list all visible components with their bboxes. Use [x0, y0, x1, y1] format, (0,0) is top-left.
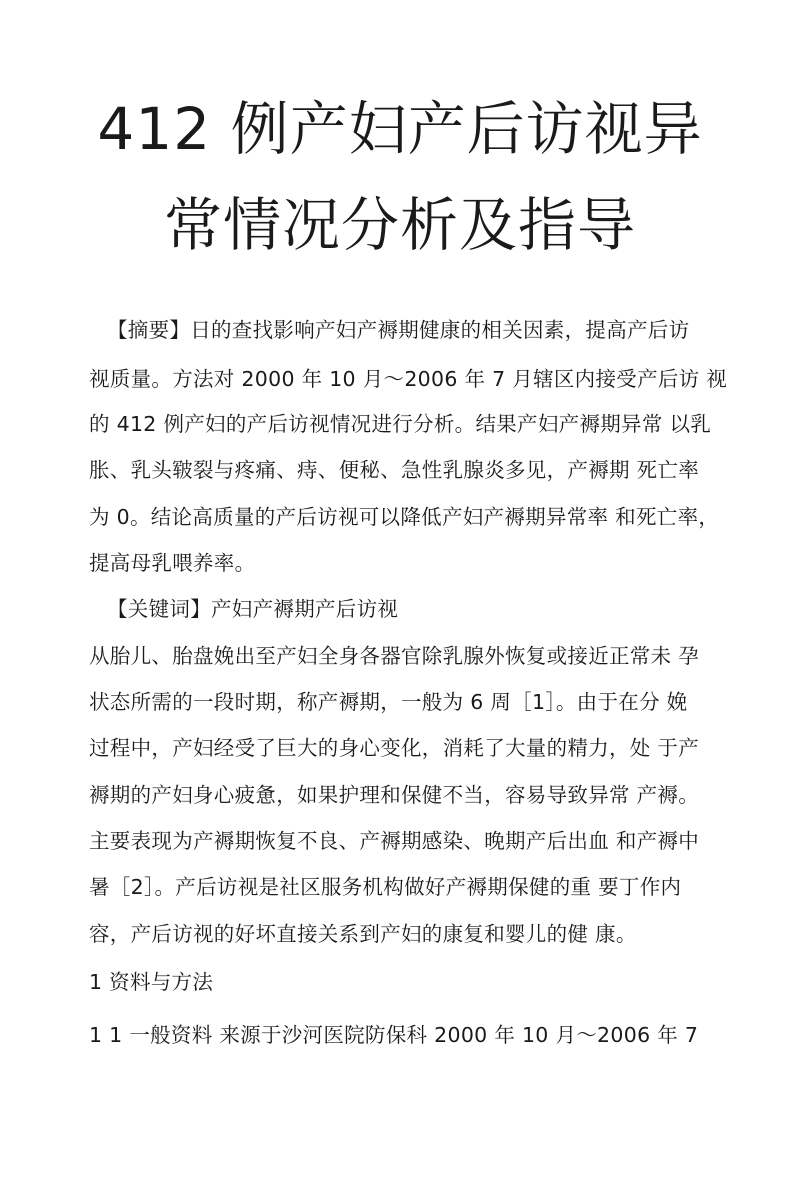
- keywords-line: 【关键词】产妇产褥期产后访视: [107, 597, 399, 621]
- document-title-line-2: 常情况分析及指导: [163, 191, 636, 259]
- body-line-1: 从胎儿、胎盘娩出至产妇全身各器官除乳腺外恢复或接近正常未 孕: [89, 644, 700, 668]
- body-line-7: 容，产后访视的好坏直接关系到产妇的康复和婴儿的健 康。: [89, 922, 637, 946]
- body-line-4: 褥期的产妇身心疲惫，如果护理和保健不当，容易导致异常 产褥。: [89, 783, 700, 807]
- body-line-6: 暑［2］。产后访视是社区服务机构做好产褥期保健的重 要丁作内: [89, 875, 682, 899]
- body-line-3: 过程中，产妇经受了巨大的身心变化，消耗了大量的精力，处 于产: [89, 736, 700, 760]
- section-line-1: 1 1 一般资料 来源于沙河医院防保科 2000 年 10 月～2006 年 7: [89, 1023, 699, 1047]
- abstract-line-6: 提高母乳喂养率。: [89, 551, 256, 575]
- abstract-line-4: 胀、乳头皲裂与疼痛、痔、便秘、急性乳腺炎多见，产褥期 死亡率: [89, 458, 700, 482]
- abstract-line-2: 视质量。方法对 2000 年 10 月～2006 年 7 月辖区内接受产后访 视: [89, 367, 728, 391]
- section-heading: 1 资料与方法: [89, 970, 214, 994]
- body-line-5: 主要表现为产褥期恢复不良、产褥期感染、晚期产后出血 和产褥中: [89, 829, 700, 853]
- abstract-line-3: 的 412 例产妇的产后访视情况进行分析。结果产妇产褥期异常 以乳: [89, 412, 712, 436]
- abstract-line-1: 【摘要】日的查找影响产妇产褥期健康的相关因素，提高产后访: [107, 318, 690, 342]
- document-title-line-1: 412 例产妇产后访视异: [97, 95, 703, 163]
- body-line-2: 状态所需的一段时期，称产褥期，一般为 6 周［1］。由于在分 娩: [89, 690, 688, 714]
- abstract-line-5: 为 0。结论高质量的产后访视可以降低产妇产褥期异常率 和死亡率，: [89, 505, 720, 529]
